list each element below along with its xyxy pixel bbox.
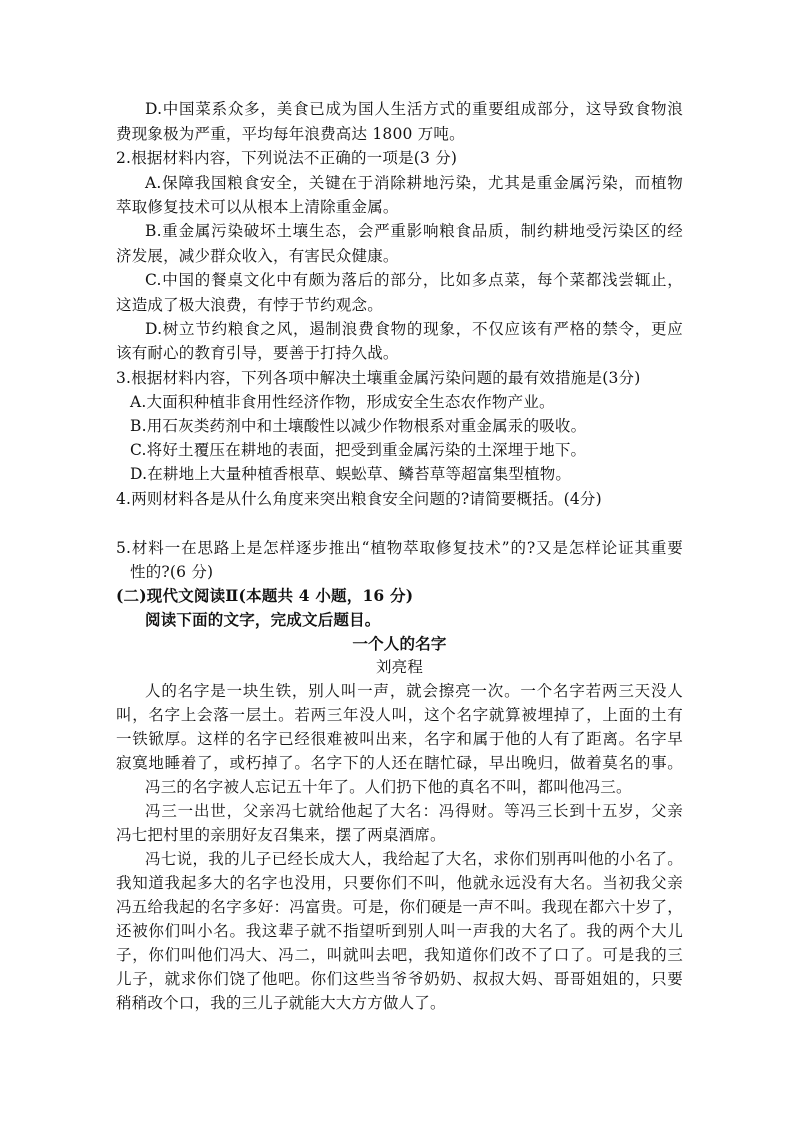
text-line: 萃取修复技术可以从根本上清除重金属。 — [116, 198, 399, 216]
option-2b: B.重金属污染破坏土壤生态，会严重影响粮食品质，制约耕地受污染区的经 — [145, 222, 683, 240]
section-instruction: 阅读下面的文字，完成文后题目。 — [145, 610, 381, 629]
question-5: 5.材料一在思路上是怎样逐步推出“植物萃取修复技术”的?又是怎样论证其重要 — [116, 539, 683, 557]
paragraph-line: 冯五给我起的名字多好：冯富贵。可是，你们硬是一声不叫。我现在都六十岁了， — [116, 898, 683, 916]
option-3c: C.将好土覆压在耕地的表面，把受到重金属污染的土深埋于地下。 — [130, 441, 587, 459]
option-2a: A.保障我国粮食安全，关键在于消除耕地污染，尤其是重金属污染，而植物 — [145, 174, 683, 192]
paragraph-line: 寂寞地睡着了，或朽掉了。名字下的人还在瞎忙碌，早出晚归，做着莫名的事。 — [116, 754, 683, 772]
article-title: 一个人的名字 — [352, 634, 447, 653]
paragraph-line: 子，你们叫他们冯大、冯二，叫就叫去吧，我知道你们改不了口了。可是我的三 — [116, 946, 683, 964]
text-line: 该有耐心的教育引导，要善于打持久战。 — [116, 344, 399, 362]
question-3: 3.根据材料内容，下列各项中解决土壤重金属污染问题的最有效措施是(3分) — [116, 369, 641, 387]
paragraph-line: 冯七把村里的亲朋好友召集来，摆了两桌酒席。 — [116, 826, 446, 844]
question-4: 4.两则材料各是从什么角度来突出粮食安全问题的?请简要概括。(4分) — [116, 490, 602, 508]
option-3a: A.大面积种植非食用性经济作物，形成安全生态农作物产业。 — [130, 393, 555, 411]
text-line: 济发展，减少群众收入，有害民众健康。 — [116, 247, 399, 265]
paragraph-line: 儿子，就求你们饶了他吧。你们这些当爷爷奶奶、叔叔大妈、哥哥姐姐的，只要 — [116, 970, 683, 988]
option-3d: D.在耕地上大量种植香根草、蜈蚣草、鳞苔草等超富集型植物。 — [130, 465, 572, 483]
option-2d: D.树立节约粮食之风，遏制浪费食物的现象，不仅应该有严格的禁令，更应 — [145, 320, 683, 338]
paragraph-line: 冯七说，我的儿子已经长成大人，我给起了大名，求你们别再叫他的小名了。 — [145, 850, 683, 868]
article-author: 刘亮程 — [375, 658, 424, 676]
paragraph-line: 稍稍改个口，我的三儿子就能大大方方做人了。 — [116, 994, 446, 1012]
text-line: 费现象极为严重，平均每年浪费高达 1800 万吨。 — [116, 125, 465, 143]
text-line: D.中国菜系众多，美食已成为国人生活方式的重要组成部分，这导致食物浪 — [145, 100, 683, 118]
section-heading: (二)现代文阅读Ⅱ(本题共 4 小题，16 分) — [116, 586, 414, 605]
option-2c: C.中国的餐桌文化中有颇为落后的部分，比如多点菜，每个菜都浅尝辄止， — [145, 271, 683, 289]
paragraph-line: 叫，名字上会落一层土。若两三年没人叫，这个名字就算被埋掉了，上面的土有 — [116, 706, 683, 724]
paragraph-line: 冯三的名字被人忘记五十年了。人们扔下他的真名不叫，都叫他冯三。 — [145, 778, 632, 796]
paragraph-line: 一铁锨厚。这样的名字已经很难被叫出来，名字和属于他的人有了距离。名字早 — [116, 730, 683, 748]
text-line: 这造成了极大浪费，有悖于节约观念。 — [116, 296, 383, 314]
text-line: 性的?(6 分) — [130, 563, 214, 581]
paragraph-line: 人的名字是一块生铁，别人叫一声，就会擦亮一次。一个名字若两三天没人 — [145, 682, 683, 700]
paragraph-line: 我知道我起多大的名字也没用，只要你们不叫，他就永远没有大名。当初我父亲 — [116, 874, 683, 892]
paragraph-line: 冯三一出世，父亲冯七就给他起了大名：冯得财。等冯三长到十五岁，父亲 — [145, 802, 683, 820]
paragraph-line: 还被你们叫小名。我这辈子就不指望听到别人叫一声我的大名了。我的两个大儿 — [116, 922, 683, 940]
question-2: 2.根据材料内容，下列说法不正确的一项是(3 分) — [116, 149, 458, 167]
option-3b: B.用石灰类药剂中和土壤酸性以减少作物根系对重金属汞的吸收。 — [130, 417, 587, 435]
